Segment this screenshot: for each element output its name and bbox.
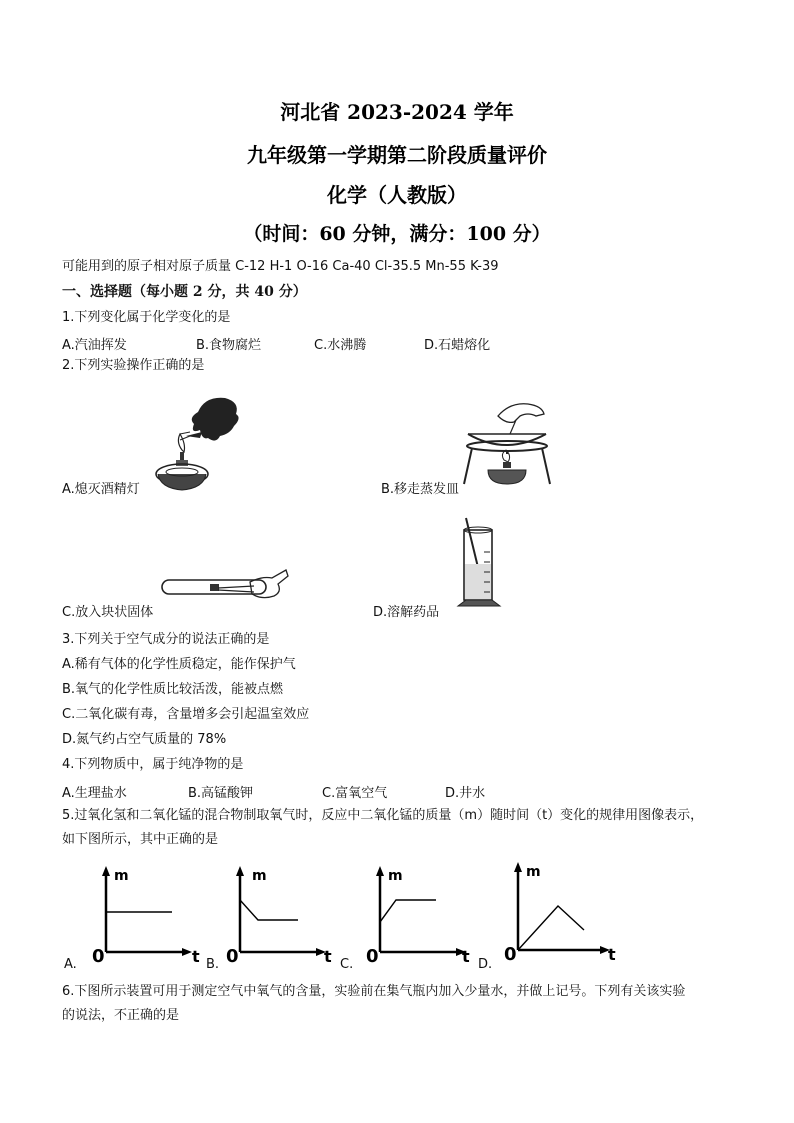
q5-option-b[interactable]: B. xyxy=(206,957,220,972)
q2-option-a[interactable]: A.熄灭酒精灯 xyxy=(62,482,140,497)
graph-c-y-label: m xyxy=(388,868,403,884)
graph-c-x-label: t xyxy=(462,947,470,966)
q4-stem: 4.下列物质中，属于纯净物的是 xyxy=(62,757,244,772)
graph-d-origin: 0 xyxy=(504,944,517,965)
q6-stem-line2: 的说法，不正确的是 xyxy=(62,1008,180,1023)
exam-title-grade: 九年级第一学期第二阶段质量评价 xyxy=(247,143,547,167)
graph-a-origin: 0 xyxy=(92,946,105,966)
q3-option-c[interactable]: C.二氧化碳有毒，含量增多会引起温室效应 xyxy=(62,707,310,722)
q2-option-b[interactable]: B.移走蒸发皿 xyxy=(381,482,460,497)
graph-c-origin: 0 xyxy=(366,946,379,966)
exam-title-time: （时间：60 分钟，满分：100 分） xyxy=(243,223,551,245)
alcohol-lamp-blowing-figure xyxy=(150,392,250,494)
q5-option-c[interactable]: C. xyxy=(340,957,354,972)
graduated-cylinder-figure xyxy=(450,512,510,612)
q6-stem-line1: 6.下图所示装置可用于测定空气中氧气的含量，实验前在集气瓶内加入少量水，并做上记号。下列有关该实验 xyxy=(62,984,686,999)
q4-option-b[interactable]: B.高锰酸钾 xyxy=(188,786,254,801)
q5-option-d[interactable]: D. xyxy=(478,957,493,972)
q3-option-a[interactable]: A.稀有气体的化学性质稳定，能作保护气 xyxy=(62,657,296,672)
q4-option-a[interactable]: A.生理盐水 xyxy=(62,786,127,801)
q2-option-d[interactable]: D.溶解药品 xyxy=(373,605,440,620)
atomic-masses: 可能用到的原子相对原子质量 C-12 H-1 O-16 Ca-40 Cl-35.5 Mn-55 K-39 xyxy=(62,259,499,274)
q1-option-b[interactable]: B.食物腐烂 xyxy=(196,338,262,353)
q5-stem-line2: 如下图所示，其中正确的是 xyxy=(62,832,219,847)
q1-option-d[interactable]: D.石蜡熔化 xyxy=(424,338,491,353)
graph-a-x-label: t xyxy=(192,947,200,966)
graph-b xyxy=(226,862,336,966)
graph-b-origin: 0 xyxy=(226,946,239,966)
graph-a xyxy=(92,862,202,966)
q1-option-c[interactable]: C.水沸腾 xyxy=(314,338,367,353)
q4-option-d[interactable]: D.井水 xyxy=(445,786,486,801)
graph-d-x-label: t xyxy=(608,945,616,964)
graph-d-y-label: m xyxy=(526,864,541,880)
graph-b-y-label: m xyxy=(252,868,267,884)
q4-option-c[interactable]: C.富氧空气 xyxy=(322,786,388,801)
section-heading: 一、选择题（每小题 2 分，共 40 分） xyxy=(62,284,307,300)
q2-stem: 2.下列实验操作正确的是 xyxy=(62,358,205,373)
q1-stem: 1.下列变化属于化学变化的是 xyxy=(62,310,231,325)
q2-option-c[interactable]: C.放入块状固体 xyxy=(62,605,154,620)
q5-option-a[interactable]: A. xyxy=(64,957,77,972)
graph-d xyxy=(504,858,620,966)
exam-title-subject: 化学（人教版） xyxy=(327,183,467,207)
q5-stem-line1: 5.过氧化氢和二氧化锰的混合物制取氧气时，反应中二氧化锰的质量（m）随时间（t）变化的规律用图像表示， xyxy=(62,808,704,823)
exam-title-region: 河北省 2023-2024 学年 xyxy=(280,100,514,124)
q3-option-b[interactable]: B.氧气的化学性质比较活泼，能被点燃 xyxy=(62,682,284,697)
graph-a-y-label: m xyxy=(114,868,129,884)
q3-option-d[interactable]: D.氮气约占空气质量的 78% xyxy=(62,732,227,747)
q1-option-a[interactable]: A.汽油挥发 xyxy=(62,338,127,353)
q3-stem: 3.下列关于空气成分的说法正确的是 xyxy=(62,632,270,647)
graph-c xyxy=(366,862,476,966)
evaporating-dish-figure xyxy=(458,394,558,490)
test-tube-solid-figure xyxy=(158,562,292,604)
graph-b-x-label: t xyxy=(324,947,332,966)
